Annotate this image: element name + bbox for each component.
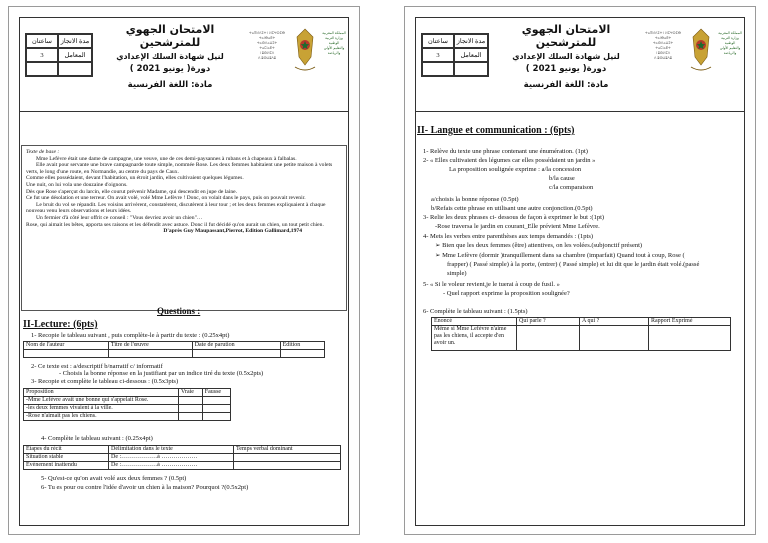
delimitation-cell: De :………………à ……………… (109, 454, 234, 462)
proposition-row: -Mme Lefèvre avait une bonne qui s'appelait Rose. (24, 397, 179, 405)
text-line: Une nuit, on lui vola une douzaine d'oignons. (26, 181, 128, 188)
delimitation-cell: De :………………à ……………… (109, 462, 234, 470)
lc-item: La proposition soulignée exprime : a/la concession (449, 166, 582, 173)
exam-session: دورة( يونيو 2021 ) (525, 64, 607, 74)
exam-subject: مادة: اللغة الفرنسية (523, 80, 609, 90)
coef-label: المعامل (58, 48, 92, 62)
exam-title: الامتحان الجهوي للمترشحين (521, 23, 611, 49)
text-base-label: Texte de base : (26, 149, 60, 155)
coef-value: 3 (26, 48, 58, 62)
proposition-row: -Rose n'aimait pas les chiens. (24, 413, 179, 421)
lc-item: simple) (447, 270, 467, 277)
lc-item: c/la comparaison (549, 184, 594, 191)
text-line: Comme elles possédaient, devant l'habitation, un étroit jardin, elles cultivaient quelques légumes. (26, 175, 244, 182)
text-line: Dès que Rose s'aperçut du larcin, elle courut prévenir Madame, qui descendit en jupe de laine. (26, 188, 238, 195)
addressee-header: A qui ? (580, 318, 649, 326)
header-titles (501, 23, 631, 90)
enonce-cell: Même si Mme Lefèvre n'aime pas les chiens, il accepte d'en avoir un. (432, 326, 517, 351)
exam-subtitle: لنيل شهادة السلك الإعدادي (116, 52, 224, 61)
text-line: Rose, qui aimait les bêtes, apporta ses raisons et les défendit avec astuce. Donc il fut décidé qu'on aurait un chien, un tout petit chien. (26, 221, 324, 228)
text-source: D'après Guy Maupassant,Pierrot, Edition Gallimard,1974 (163, 228, 302, 235)
lc-item: b/Refais cette phrase en utilisant une autre conjonction.(0.5pt) (431, 205, 593, 212)
author-table (23, 341, 325, 358)
false-header: Fausse (202, 389, 230, 397)
questions-title: Questions : (157, 306, 201, 316)
exam-header (17, 15, 347, 111)
moroccan-emblem-icon (293, 27, 317, 73)
lc-item: 6- Complète le tableau suivant : (1.5pts) (423, 308, 528, 315)
question-2b: - Choisis la bonne réponse en la justifiant par un indice tiré du texte (0.5x2pts) (59, 370, 264, 377)
question-2: 2- Ce texte est : a/descriptif b/narratif c/ informatif (31, 363, 163, 370)
delimitation-header: Délimitation dans le texte (109, 446, 234, 454)
proposition-header: Proposition (24, 389, 179, 397)
enonce-header: Enoncé (432, 318, 517, 326)
exam-subject: مادة: اللغة الفرنسية (127, 80, 213, 90)
ministry-arabic-text: المملكة المغربية وزارة التربية الوطنية والتعليم الأولي والرياضة (718, 31, 742, 55)
author-col-header: Nom de l'auteur (24, 342, 109, 350)
lc-item: 3- Relie les deux phrases ci- dessous de façon à exprimer le but :(1pt) (423, 214, 605, 221)
lc-item: 2- « Elles cultivaient des légumes car elles possédaient un jardin » (423, 157, 596, 164)
duration-coef-box (421, 33, 489, 77)
question-3: 3- Recopie et complète le tableau ci-dessous : (0.5x3pts) (31, 378, 179, 385)
exam-page-1 (8, 6, 360, 535)
question-5: 5- Qu'est-ce qu'on avait volé aux deux femmes ? (0.5pt) (41, 475, 187, 482)
exam-title: الامتحان الجهوي للمترشحين (125, 23, 215, 49)
lc-item: 1- Relève du texte une phrase contenant une énumération. (1pt) (423, 148, 588, 155)
ministry-text: ⵜⴰⴳⵍⴷⵉⵜ ⵏ ⵍⵎⵖⵔⵉⴱ ⵜⴰⵏⴱⴰⴹⵜ ⵜⴰⵙⴷⴰⵡⵉⵜ ⵜⴰⵎⵏⴰⴹⵜ ⵏ ⵓⵙⵍⵎⴷ ⴷ ⵓⵙⵡⵓⴷⵓ (249, 31, 285, 60)
duration-label: مدة الانجاز (454, 34, 488, 48)
narrative-table (23, 445, 341, 470)
text-base-box (21, 145, 347, 311)
coef-value: 3 (422, 48, 454, 62)
lc-item: -Rose traversa le jardin en courant_Elle prévient Mme Lefèvre. (435, 223, 600, 230)
header-divider (19, 111, 349, 112)
rapport-header: Rapport Exprimé (649, 318, 731, 326)
date-col-header: Date de parution (192, 342, 280, 350)
question-6: 6- Tu es pour ou contre l'idée d'avoir un chien à la maison? Pourquoi ?(0.5x2pt) (41, 484, 249, 491)
section-lecture-title: II-Lecture: (6pts) (23, 319, 98, 330)
text-line: Ce fut une désolation et une terreur. On avait volé, volé Mme Lefèvre ! Donc, on volait dans le pays, puis on pouvait revenir. (26, 195, 306, 202)
edition-col-header: Edition (280, 342, 324, 350)
question-4: 4- Complète le tableau suivant : (0.25x4pt) (41, 435, 153, 442)
text-line: Le bruit du vol se répandit. Les voisins arrivèrent, constatèrent, discutèrent à leur tour ; et les deux femmes expliquaient à chaque nouveau venu leurs observations et leurs idées. (26, 201, 326, 215)
header-divider (415, 111, 745, 112)
exam-header (413, 15, 743, 111)
duration-label: مدة الانجاز (58, 34, 92, 48)
question-1: 1- Recopie le tableau suivant , puis complète-le à partir du texte : (0.25x4pt) (31, 332, 230, 339)
coef-label: المعامل (454, 48, 488, 62)
title-col-header: Titre de l'œuvre (108, 342, 192, 350)
exam-page-2 (404, 6, 756, 535)
exam-subtitle: لنيل شهادة السلك الإعدادي (512, 52, 620, 61)
stage-header: Etapes du récit (24, 446, 109, 454)
lc-item: - Quel rapport exprime la proposition soulignée? (443, 290, 570, 297)
moroccan-emblem-icon (689, 27, 713, 73)
text-line: Elle avait pour servante une brave campagnarde toute simple, nommée Rose. Les deux femmes habitaient une petite maison à volets verts, le long d'une route, en Normandie, au centre du pays de Caux. (26, 162, 333, 175)
stage-cell: Evénement inattendu (24, 462, 109, 470)
true-false-table (23, 388, 231, 421)
ministry-text: ⵜⴰⴳⵍⴷⵉⵜ ⵏ ⵍⵎⵖⵔⵉⴱ ⵜⴰⵏⴱⴰⴹⵜ ⵜⴰⵙⴷⴰⵡⵉⵜ ⵜⴰⵎⵏⴰⴹⵜ ⵏ ⵓⵙⵍⵎⴷ ⴷ ⵓⵙⵡⵓⴷⵓ (645, 31, 681, 60)
lc-item: frapper) ( Passé simple) à la porte, (entrer) ( Passé simple) et lui dit que le jardin était volé.(passé (447, 261, 700, 268)
tense-header: Temps verbal dominant (234, 446, 341, 454)
lc-item: b/la cause (549, 175, 575, 182)
duration-value: ساعتان (26, 34, 58, 48)
lc-item: ➢ Mme Lefèvre (dormir )tranquillement dans sa chambre (imparfait) Quand tout à coup, Rose ( (435, 252, 685, 259)
text-line: Mme Lefèvre était une dame de campagne, une veuve, une de ces demi-paysannes à rubans et à chapeaux à falbalas. (36, 155, 297, 162)
enonce-table (431, 317, 731, 351)
proposition-row: -les deux femmes vivaient à la ville. (24, 405, 179, 413)
section-langue-title: II- Langue et communication : (6pts) (417, 125, 575, 136)
duration-coef-box (25, 33, 93, 77)
header-titles (105, 23, 235, 90)
lc-item: ➢ Bien que les deux femmes (être) attentives, on les volées.(subjonctif présent) (435, 242, 643, 249)
duration-value: ساعتان (422, 34, 454, 48)
lc-item: 5- « Si le voleur revient,je le tuerai à coup de fusil. » (423, 281, 560, 288)
lc-item: a/choisis la bonne réponse (0.5pt) (431, 196, 519, 203)
true-header: Vraie (179, 389, 203, 397)
lc-item: 4- Mets les verbes entre parenthèses aux temps demandés : (1pts) (423, 233, 594, 240)
speaker-header: Qui parle ? (517, 318, 580, 326)
exam-session: دورة( يونيو 2021 ) (129, 64, 211, 74)
stage-cell: Situation stable (24, 454, 109, 462)
text-line: Un fermier d'à côté leur offrit ce conseil : "Vous devriez avoir un chien"… (36, 214, 203, 221)
ministry-arabic-text: المملكة المغربية وزارة التربية الوطنية والتعليم الأولي والرياضة (322, 31, 346, 55)
